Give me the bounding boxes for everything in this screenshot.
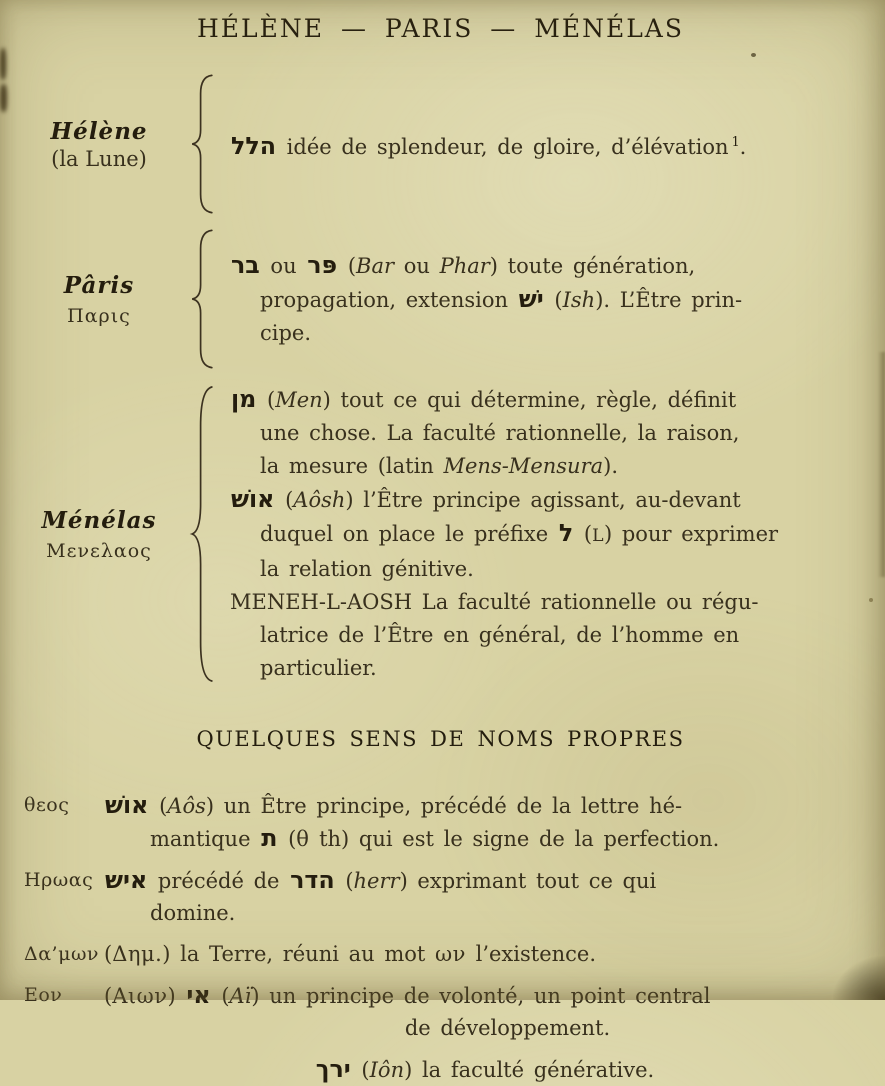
text-run: ). L’Être prin- <box>595 287 743 312</box>
row-text <box>104 789 871 855</box>
text-line <box>230 125 863 164</box>
text-run: ( <box>278 827 297 851</box>
brace-icon <box>188 74 216 214</box>
transliteration: Aôsh <box>293 488 346 512</box>
text-line <box>230 652 863 685</box>
page-title: HÉLÈNE — PARIS — MÉNÉLAS <box>197 14 684 43</box>
brace-icon <box>188 384 216 684</box>
entry-label-group <box>10 272 188 327</box>
paragraph <box>230 383 863 483</box>
text-run: ( <box>351 1058 370 1082</box>
text-run: de développement. <box>404 1016 611 1040</box>
greek-word: Αιων <box>112 984 168 1008</box>
text-line <box>104 864 865 897</box>
transliteration: Men <box>275 388 323 412</box>
greek-word: θ <box>296 827 310 851</box>
text-run: la mesure (latin <box>260 454 444 478</box>
hebrew-word: ישׁ <box>518 284 544 313</box>
entry-label-group <box>10 118 188 171</box>
row-greek-label: Εον <box>24 984 63 1006</box>
row-greek-label <box>10 1053 104 1086</box>
text-run: ) exprimant tout ce qui <box>399 869 657 893</box>
text-run: ( <box>335 869 354 893</box>
text-line <box>104 1012 865 1044</box>
text-line <box>230 553 863 586</box>
text-run: ou <box>394 253 440 278</box>
text-run: ( <box>275 488 294 512</box>
text-run: ( <box>257 388 276 412</box>
hebrew-word: ל <box>558 519 574 547</box>
name-entries <box>10 73 871 685</box>
text-run: ) <box>167 984 186 1008</box>
hebrew-word: ת <box>261 824 278 852</box>
entry-text <box>230 249 871 350</box>
hebrew-word: אי <box>186 981 211 1009</box>
transliteration: Aôs <box>167 794 206 818</box>
entry-name: Pâris <box>63 271 135 299</box>
entry-greek-name: Μενελαος <box>46 539 152 562</box>
entry-greek-name: Παρις <box>67 304 131 327</box>
entry <box>10 73 871 215</box>
transliteration: Bar <box>356 253 395 278</box>
text-run: mantique <box>150 827 261 851</box>
entry-name: Hélène <box>50 117 148 145</box>
hebrew-word: ירך <box>315 1055 351 1083</box>
text-run: ou <box>260 253 307 278</box>
brace-icon <box>188 229 216 369</box>
name-row <box>10 938 871 970</box>
text-line <box>230 483 863 517</box>
text-line <box>230 619 863 652</box>
entry-text <box>230 383 871 685</box>
entry-label-group <box>10 507 188 562</box>
row-greek-label: θεος <box>24 794 70 816</box>
text-run: duquel on place le préfixe <box>260 522 558 546</box>
text-run: une chose. La faculté rationnelle, la raison, <box>260 421 740 445</box>
text-run: ) la faculté générative. <box>404 1058 655 1082</box>
text-run: ( <box>149 794 168 818</box>
row-text <box>104 938 871 970</box>
brace-wrap <box>188 228 230 370</box>
row-text <box>104 1053 871 1086</box>
text-run: latrice de l’Être en général, de l’homme en <box>260 623 740 647</box>
hebrew-word: פּר <box>307 250 338 279</box>
text-run: ) un principe de volonté, un point central <box>251 984 711 1008</box>
text-run: ) un Être principe, précédé de la lettre hé- <box>205 794 683 818</box>
paragraph <box>230 125 863 164</box>
text-line <box>104 1053 865 1086</box>
text-run: ) tout ce qui détermine, règle, définit <box>322 388 737 412</box>
text-line <box>230 517 863 553</box>
text-run: . <box>739 134 747 159</box>
entry-text <box>230 125 871 164</box>
hebrew-word: בר <box>231 250 260 279</box>
name-row <box>10 979 871 1044</box>
text-run: cipe. <box>260 320 312 345</box>
text-line <box>104 789 865 822</box>
row-text <box>104 864 871 929</box>
entry <box>10 228 871 370</box>
text-run: ) l’Être principe agissant, au-devant <box>345 488 741 512</box>
text-line <box>230 317 863 350</box>
text-run: ( <box>211 984 230 1008</box>
proper-name-meanings <box>10 789 871 1086</box>
name-row <box>10 1053 871 1086</box>
entry-name: Ménélas <box>41 506 157 534</box>
transliteration: Aï <box>229 984 252 1008</box>
text-run: ). <box>603 454 619 478</box>
text-run: la relation génitive. <box>260 557 474 581</box>
text-line <box>230 283 863 317</box>
hebrew-word: איש <box>105 866 148 894</box>
text-run: domine. <box>150 901 236 925</box>
text-run: ( <box>104 942 113 966</box>
transliteration: herr <box>353 869 400 893</box>
row-text <box>104 979 871 1044</box>
text-run: ( <box>338 253 357 278</box>
text-run: ( <box>544 287 563 312</box>
hebrew-word: הדר <box>290 866 335 894</box>
text-line <box>104 979 865 1012</box>
text-run: l’existence. <box>465 942 597 966</box>
row-greek-label: Ηρωας <box>24 869 94 891</box>
brace-wrap <box>188 383 230 685</box>
text-line <box>230 586 863 619</box>
paragraph <box>230 586 863 685</box>
paragraph <box>230 249 863 350</box>
transliteration: Iôn <box>369 1058 405 1082</box>
text-run: précédé de <box>148 869 290 893</box>
brace-wrap <box>188 73 230 215</box>
greek-word: ων <box>435 942 466 966</box>
hebrew-word: אוֹש <box>105 791 149 819</box>
text-run: ) pour exprimer <box>604 522 779 546</box>
text-run: ( <box>574 522 593 546</box>
entry-subname: (la Lune) <box>51 146 147 171</box>
text-line <box>230 249 863 283</box>
text-run: th) qui est le signe de la perfection. <box>309 827 720 851</box>
transliteration: Mens-Mensura <box>443 454 604 478</box>
text-run: particulier. <box>260 656 377 680</box>
text-line <box>230 383 863 417</box>
entry <box>10 383 871 685</box>
hebrew-word: אוֹש <box>231 485 275 513</box>
transliteration: Phar <box>439 253 490 278</box>
transliteration: Ish <box>562 287 596 312</box>
text-line <box>104 938 865 970</box>
text-run: idée de splendeur, de gloire, d’élévation <box>277 134 729 159</box>
letter-label: L <box>592 526 604 546</box>
greek-word: Δημ. <box>112 942 163 966</box>
hebrew-word: מן <box>231 385 257 413</box>
hebrew-word: הלל <box>231 131 276 160</box>
text-run: ( <box>104 984 113 1008</box>
text-line <box>230 450 863 483</box>
footnote-marker: 1 <box>731 133 740 149</box>
text-run: propagation, extension <box>260 287 518 312</box>
paragraph <box>230 483 863 586</box>
text-line <box>104 822 865 855</box>
text-run: ) toute génération, <box>489 253 696 278</box>
name-row <box>10 789 871 855</box>
text-line <box>104 897 865 929</box>
text-run: MENEH-L-AOSH La faculté rationnelle ou régu- <box>230 590 759 614</box>
name-row <box>10 864 871 929</box>
text-line <box>230 417 863 450</box>
section-title: QUELQUES SENS DE NOMS PROPRES <box>196 727 685 751</box>
text-run: ) la Terre, réuni au mot <box>162 942 436 966</box>
row-greek-label: Δα’μων <box>24 943 99 965</box>
